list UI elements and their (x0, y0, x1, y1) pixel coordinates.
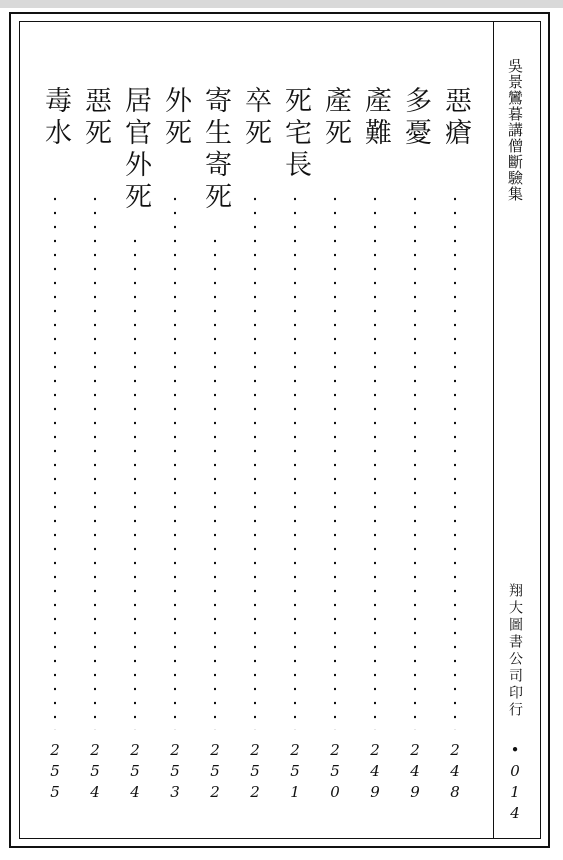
toc-entry (157, 0, 193, 860)
toc-entry-title: 產死 (320, 86, 351, 150)
toc-entry-title: 多憂 (400, 86, 431, 150)
toc-entry-title: 卒死 (240, 86, 271, 150)
toc-entry-page: 254 (126, 741, 144, 804)
toc-entry-page: 251 (286, 741, 304, 804)
toc-entry (37, 0, 73, 860)
dot-leader (414, 192, 416, 730)
dot-leader (94, 192, 96, 730)
margin-divider (493, 21, 494, 839)
toc-entry-title: 居官外死 (120, 86, 151, 214)
dot-leader (214, 234, 216, 730)
dot-leader (134, 234, 136, 730)
page-number: •014 (506, 741, 524, 825)
toc-entry-title: 外死 (160, 86, 191, 150)
dot-leader (454, 192, 456, 730)
toc-entry-title: 毒水 (40, 86, 71, 150)
toc-entry-page: 255 (46, 741, 64, 804)
publisher-name: 翔大圖書公司印行 (507, 583, 523, 719)
dot-leader (294, 192, 296, 730)
dot-leader (54, 192, 56, 730)
toc-entry-title: 惡瘡 (440, 86, 471, 150)
toc-entry-title: 產難 (360, 86, 391, 150)
dot-leader (254, 192, 256, 730)
toc-entry-title: 寄生寄死 (200, 86, 231, 214)
toc-entry-page: 250 (326, 741, 344, 804)
toc-entry (77, 0, 113, 860)
dot-leader (174, 192, 176, 730)
toc-entry (277, 0, 313, 860)
toc-entry-page: 252 (246, 741, 264, 804)
dot-leader (374, 192, 376, 730)
toc-entry (237, 0, 273, 860)
toc-entry-page: 249 (366, 741, 384, 804)
toc-entry-title: 死宅長 (280, 86, 311, 182)
toc-entry (117, 0, 153, 860)
toc-entry-page: 249 (406, 741, 424, 804)
toc-entry (357, 0, 393, 860)
toc-entry (317, 0, 353, 860)
dot-leader (334, 192, 336, 730)
toc-entry-title: 惡死 (80, 86, 111, 150)
toc-entry-page: 253 (166, 741, 184, 804)
toc-entry (437, 0, 473, 860)
book-title: 吳景鸞暮講僧斷驗集 (506, 58, 524, 202)
toc-entry-page: 248 (446, 741, 464, 804)
toc-entry-page: 252 (206, 741, 224, 804)
toc-entry-page: 254 (86, 741, 104, 804)
toc-entry (197, 0, 233, 860)
toc-entry (397, 0, 433, 860)
